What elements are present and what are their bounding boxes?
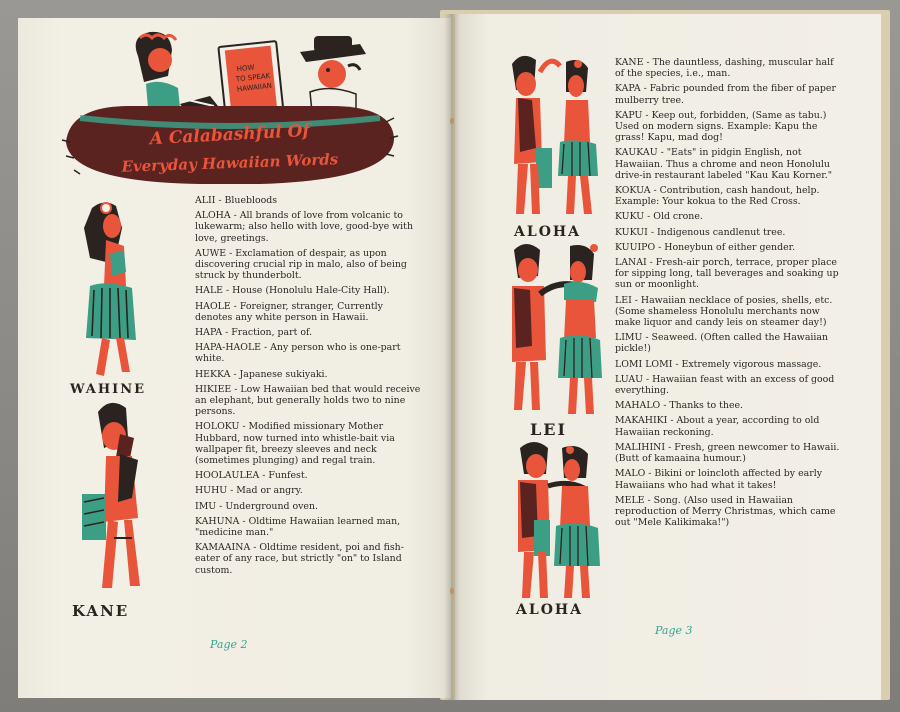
spine-shadow <box>444 14 460 700</box>
left-word-list <box>195 195 423 576</box>
entry-makahiki: MAKAHIKI - About a year, according to old Hawaiian reckoning. <box>615 415 820 438</box>
title-line-2: Everyday Hawaiian Words <box>121 150 339 176</box>
title-line-1: A Calabashful Of <box>149 120 311 150</box>
page-number-right: Page 3 <box>655 624 693 637</box>
entry-limu: LIMU - Seaweed. (Often called the Hawaiian pickle!) <box>615 332 829 355</box>
caption-lei: LEI <box>530 420 567 439</box>
entry-lomi-lomi: LOMI LOMI - Extremely vigorous massage. <box>615 358 822 370</box>
entry-malo: MALO - Bikini or loincloth affected by early Hawaiians who had what it takes! <box>615 468 822 491</box>
caption-aloha-2: ALOHA <box>516 602 583 618</box>
entry-kapu: KAPU - Keep out, forbidden, (Same as tabu.) Used on modern signs. Example: Kapu the grass! Kapu, mad dog! <box>615 109 827 144</box>
entry-aloha: ALOHA - All brands of love from volcanic to lukewarm; also hello with love, good-bye with love, greetings. <box>195 210 413 244</box>
woman-reader-figure <box>136 32 180 108</box>
entry-hapa: HAPA - Fraction, part of. <box>195 327 313 339</box>
entry-imu: IMU - Underground oven. <box>195 500 318 512</box>
kane-illustration <box>74 398 164 598</box>
entry-hekka: HEKKA - Japanese sukiyaki. <box>195 368 328 380</box>
entry-kamaaina: KAMAAINA - Oldtime resident, poi and fish-eater of any race, but strictly "on" to Island custom. <box>195 542 404 576</box>
entry-kahuna: KAHUNA - Oldtime Hawaiian learned man, "medicine man." <box>195 515 401 539</box>
entry-kukui: KUKUI - Indigenous candlenut tree. <box>615 226 786 238</box>
entry-mahalo: MAHALO - Thanks to thee. <box>615 400 744 412</box>
aloha-couple-illustration-2 <box>508 440 612 604</box>
entry-malihini: MALIHINI - Fresh, green newcomer to Hawaii. (Butt of kamaaina humour.) <box>615 441 840 465</box>
man-reader-figure <box>300 36 366 112</box>
title-banner-illustration <box>60 22 400 198</box>
entry-hale: HALE - House (Honolulu Hale-City Hall). <box>195 285 390 297</box>
staple-bottom <box>450 588 454 594</box>
wahine-illustration <box>66 198 162 384</box>
entry-hapa-haole: HAPA-HAOLE - Any person who is one-part white. <box>195 342 401 365</box>
entry-luau: LUAU - Hawaiian feast with an excess of good everything. <box>615 373 835 397</box>
entry-mele: MELE - Song. (Also used in Hawaiian reproduction of Merry Christmas, which came out "Mele Kalikimaka!") <box>615 494 836 529</box>
svg-text:HAWAIIAN: HAWAIIAN <box>236 81 273 94</box>
entry-kane: KANE - The dauntless, dashing, muscular half of the species, i.e., man. <box>615 57 834 80</box>
aloha-couple-illustration-1 <box>500 52 612 224</box>
entry-alii: ALII - Bluebloods <box>195 195 278 206</box>
caption-aloha-1: ALOHA <box>514 224 581 240</box>
entry-hikiee: HIKIEE - Low Hawaiian bed that would receive an elephant, but generally holds two to nine persons. <box>195 383 421 418</box>
entry-lei: LEI - Hawaiian necklace of posies, shells, etc. (Some shameless Honolulu merchants now make liquor and candy leis on steamer day!) <box>615 294 833 329</box>
entry-auwe: AUWE - Exclamation of despair, as upon discovering crucial rip in malo, also of being struck by thunderbolt. <box>195 247 407 282</box>
entry-kaukau: KAUKAU - "Eats" in pidgin English, not Hawaiian. Thus a chrome and neon Honolulu drive-in restaurant labeled "Kau Kau Korner." <box>615 147 833 181</box>
caption-wahine: WAHINE <box>70 382 147 397</box>
svg-text:HOW: HOW <box>236 63 255 74</box>
entry-kuuipo: KUUIPO - Honeybun of either gender. <box>615 241 796 253</box>
entry-lanai: LANAI - Fresh-air porch, terrace, proper place for sipping long, tall beverages and soaking up sun or moonlight. <box>615 257 839 291</box>
entry-hoolaulea: HOOLAULEA - Funfest. <box>195 470 308 482</box>
lei-couple-illustration <box>500 242 612 422</box>
entry-kapa: KAPA - Fabric pounded from the fiber of paper mulberry tree. <box>615 83 836 106</box>
entry-kokua: KOKUA - Contribution, cash handout, help. Example: Your kokua to the Red Cross. <box>615 185 820 208</box>
entry-huhu: HUHU - Mad or angry. <box>195 485 303 497</box>
right-word-list <box>615 57 843 528</box>
entry-kuku: KUKU - Old crone. <box>615 211 703 223</box>
caption-kane: KANE <box>72 602 130 620</box>
svg-text:TO SPEAK: TO SPEAK <box>235 71 271 84</box>
page-number-left: Page 2 <box>210 638 248 651</box>
entry-haole: HAOLE - Foreigner, stranger, Currently denotes any white person in Hawaii. <box>195 300 383 323</box>
staple-top <box>450 118 454 124</box>
entry-holoku: HOLOKU - Modified missionary Mother Hubbard, now turned into whistle-bait via wallpaper fit, breezy sleeves and neck (sometimes plunging) and regal train. <box>195 421 395 467</box>
